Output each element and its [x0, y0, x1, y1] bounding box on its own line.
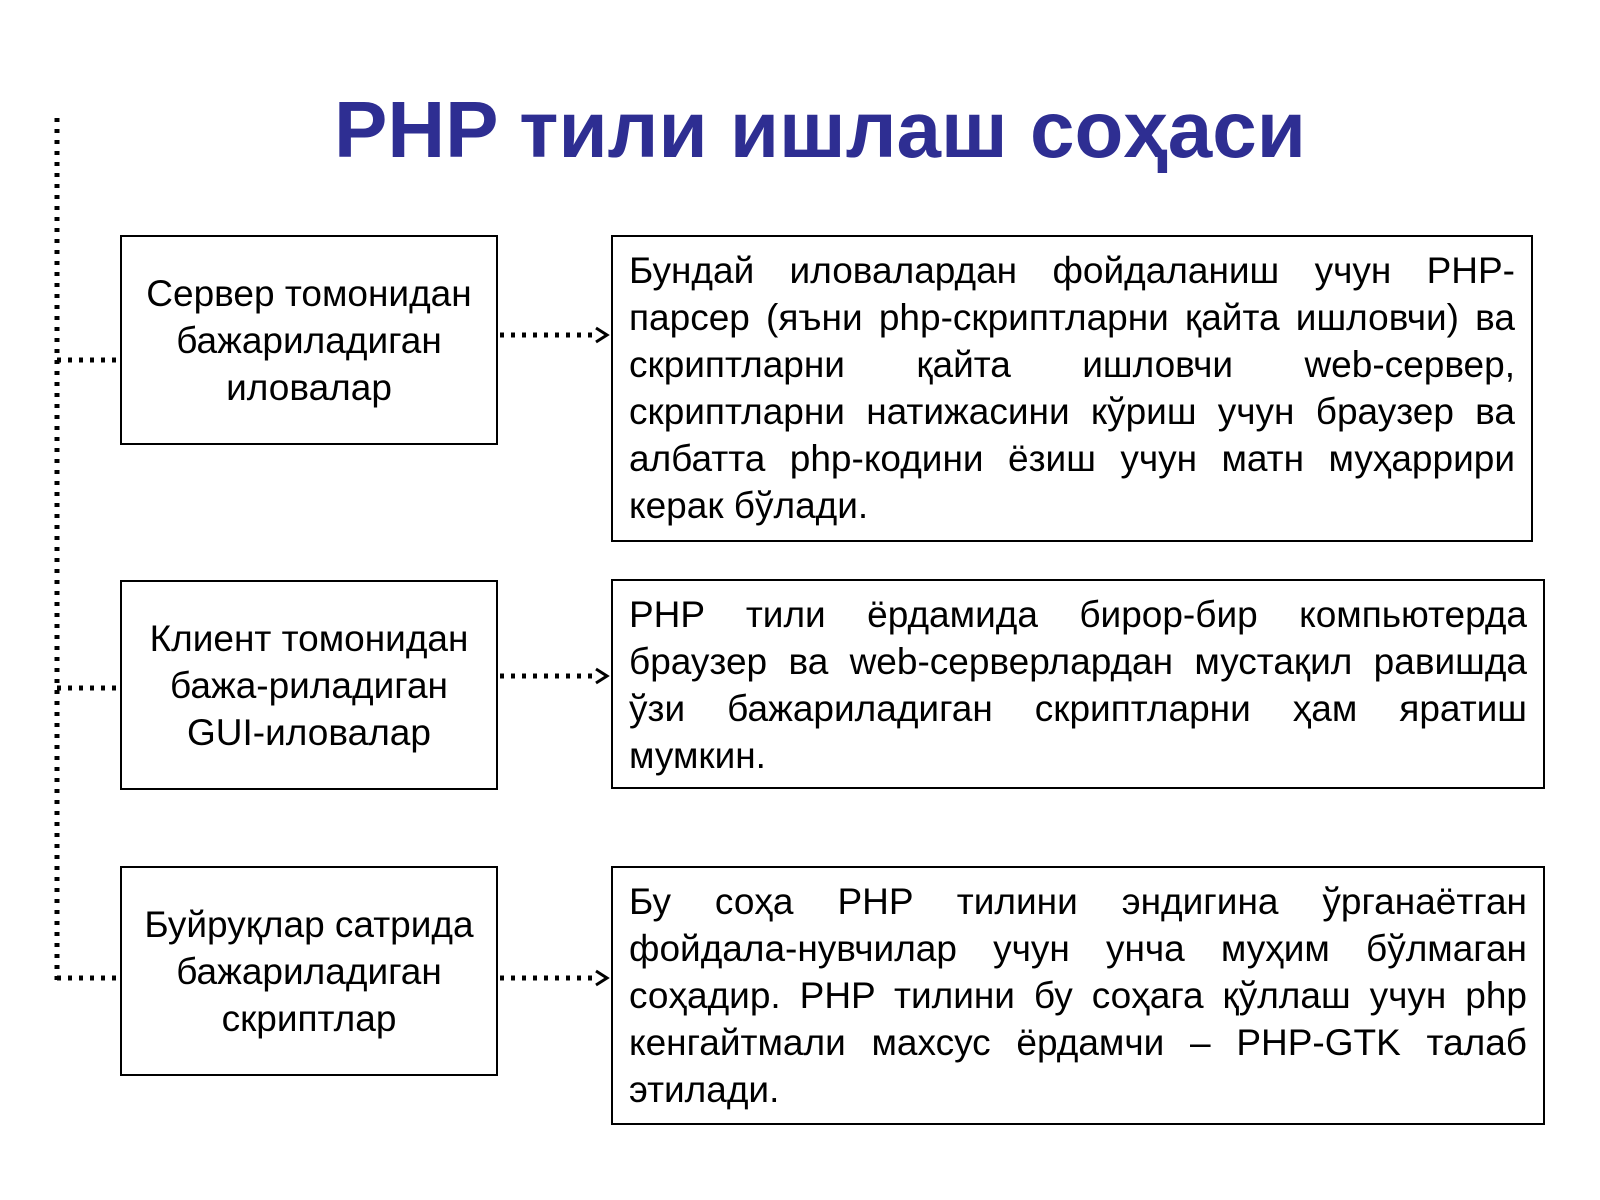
description-box-command-line: [611, 866, 1545, 1125]
category-box-client-gui: [120, 580, 498, 790]
page-title: PHP тили ишлаш соҳаси: [334, 85, 1306, 174]
arrowhead-2-icon: [596, 669, 607, 683]
description-text: PHP тили ёрдамида бирор-бир компьютерда браузер ва web-серверлардан мустақил равишда ўзи бажариладиган скриптларни ҳам яратиш мумкин.: [629, 594, 1527, 776]
category-box-server: [120, 235, 498, 445]
category-label: Сервер томонидан бажариладиган иловалар: [146, 272, 472, 408]
category-box-command-line: [120, 866, 498, 1076]
arrowhead-3-icon: [596, 971, 607, 985]
description-box-server: [611, 235, 1533, 542]
description-text: Бу соҳа PHP тилини эндигина ўрганаётган фойдала-нувчилар учун унча муҳим бўлмаган соҳадир. PHP тилини бу соҳага қўллаш учун php кенгайтмали махсус ёрдамчи – PHP-GTK талаб этилади.: [629, 881, 1527, 1110]
arrowhead-1-icon: [596, 328, 607, 342]
category-label: Буйруқлар сатрида бажариладиган скриптлар: [144, 903, 474, 1039]
category-label: Клиент томонидан бажа-риладиган GUI-иловалар: [149, 617, 469, 753]
description-box-client-gui: [611, 579, 1545, 789]
description-text: Бундай иловалардан фойдаланиш учун PHP-парсер (яъни php-скриптларни қайта ишловчи) ва скриптларни қайта ишловчи web-сервер, скриптларни натижасини кўриш учун браузер ва албатта php-кодини ёзиш учун матн муҳаррири керак бўлади.: [629, 250, 1515, 526]
